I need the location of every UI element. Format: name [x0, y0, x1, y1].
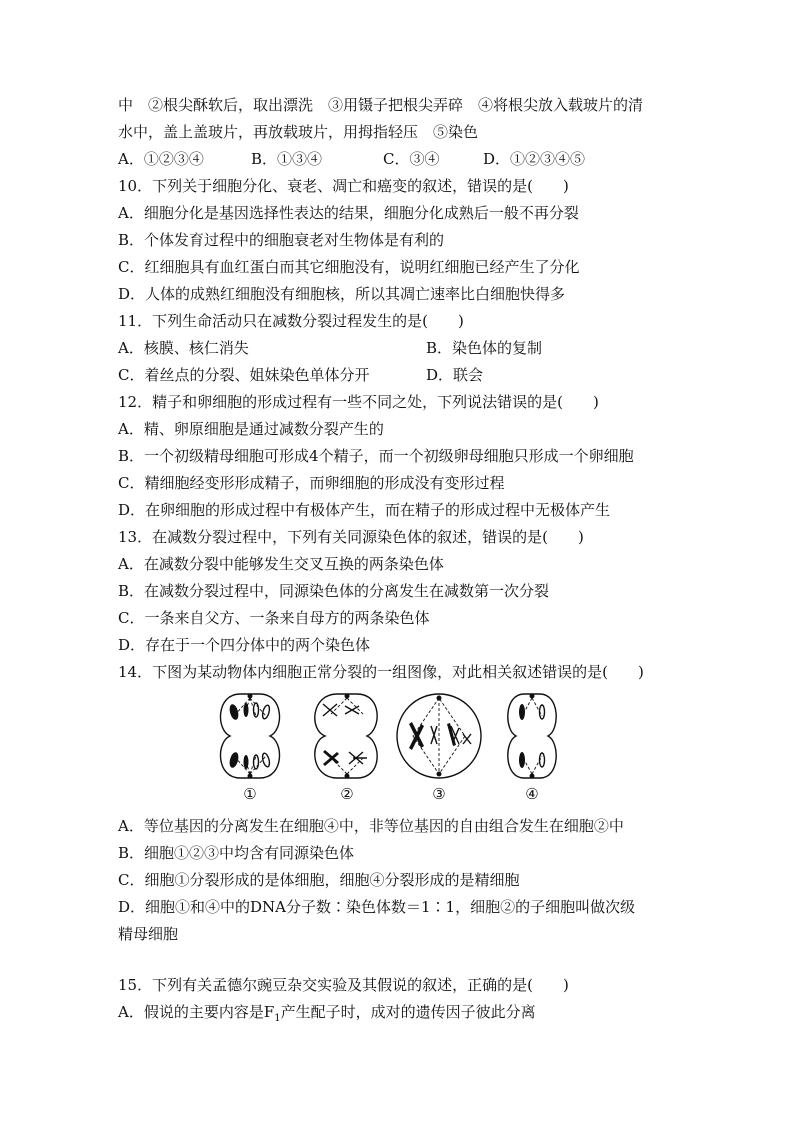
q9-option-c: C．③④	[383, 150, 440, 168]
q12-option-c: C．精细胞经变形形成精子，而卵细胞的形成没有变形过程	[118, 474, 505, 492]
cell-division-figure	[210, 690, 580, 806]
q11-option-d: D．联会	[426, 366, 484, 384]
q13-option-a: A．在减数分裂中能够发生交叉互换的两条染色体	[118, 555, 444, 573]
q11-option-c: C．着丝点的分裂、姐妹染色单体分开	[118, 366, 370, 384]
q12-option-d: D．在卵细胞的形成过程中有极体产生，而在精子的形成过程中无极体产生	[118, 501, 611, 519]
q11-option-b: B．染色体的复制	[426, 339, 543, 357]
figure-label-4: ④	[525, 785, 539, 803]
q10-option-a: A．细胞分化是基因选择性表达的结果，细胞分化成熟后一般不再分裂	[118, 204, 579, 222]
q14-option-b: B．细胞①②③中均含有同源染色体	[118, 844, 355, 862]
q14-option-d: D．细胞①和④中的DNA分子数∶染色体数＝1∶1，细胞②的子细胞叫做次级	[118, 898, 636, 916]
q14-option-a: A．等位基因的分离发生在细胞④中，非等位基因的自由组合发生在细胞②中	[118, 817, 624, 835]
q15-option-a-post: 产生配子时，成对的遗传因子彼此分离	[280, 1003, 536, 1021]
q10-option-b: B．个体发育过程中的细胞衰老对生物体是有利的	[118, 231, 445, 249]
q14-stem: 14．下图为某动物体内细胞正常分裂的一组图像，对此相关叙述错误的是( )	[118, 663, 644, 681]
q10-option-c: C．红细胞具有血红蛋白而其它细胞没有，说明红细胞已经产生了分化	[118, 258, 580, 276]
q10-stem: 10．下列关于细胞分化、衰老、凋亡和癌变的叙述，错误的是( )	[118, 177, 569, 195]
cell-2-diagram	[315, 694, 377, 778]
figure-label-3: ③	[432, 785, 446, 803]
q15-stem: 15．下列有关孟德尔豌豆杂交实验及其假说的叙述，正确的是( )	[118, 976, 569, 994]
q13-stem: 13．在减数分裂过程中，下列有关同源染色体的叙述，错误的是( )	[118, 528, 584, 546]
q11-stem: 11．下列生命活动只在减数分裂过程发生的是( )	[118, 312, 464, 330]
q12-option-b: B．一个初级精母细胞可形成4个精子，而一个初级卵母细胞只形成一个卵细胞	[118, 447, 634, 465]
q11-options-row2	[118, 365, 678, 385]
q11-options-row1	[118, 338, 678, 358]
figure-label-2: ②	[340, 785, 354, 803]
q9-option-a: A．①②③④	[118, 150, 204, 168]
q14-option-c: C．细胞①分裂形成的是体细胞，细胞④分裂形成的是精细胞	[118, 871, 520, 889]
q9-text-line1: 中 ②根尖酥软后，取出漂洗 ③用镊子把根尖弄碎 ④将根尖放入载玻片的清	[118, 96, 644, 114]
q10-option-d: D．人体的成熟红细胞没有细胞核，所以其凋亡速率比白细胞快得多	[118, 285, 566, 303]
cell-1-diagram	[221, 694, 280, 778]
figure-label-1: ①	[243, 785, 257, 803]
q13-option-b: B．在减数分裂过程中，同源染色体的分离发生在减数第一次分裂	[118, 582, 550, 600]
q9-text-line2: 水中，盖上盖玻片，再放载玻片，用拇指轻压 ⑤染色	[118, 123, 479, 141]
cell-3-diagram	[397, 694, 481, 778]
q15-option-a-subscript: 1	[274, 1013, 281, 1024]
q9-options	[118, 149, 678, 169]
q12-option-a: A．精、卵原细胞是通过减数分裂产生的	[118, 420, 384, 438]
q13-option-d: D．存在于一个四分体中的两个染色体	[118, 636, 371, 654]
q12-stem: 12．精子和卵细胞的形成过程有一些不同之处，下列说法错误的是( )	[118, 393, 599, 411]
q11-option-a: A．核膜、核仁消失	[118, 339, 249, 357]
q9-option-d: D．①②③④⑤	[483, 150, 586, 168]
q9-option-b: B．①③④	[251, 150, 323, 168]
q14-option-d-continued: 精母细胞	[118, 925, 179, 943]
cell-diagrams	[210, 690, 580, 782]
cell-4-diagram	[508, 694, 556, 778]
q15-option-a-pre: A．假说的主要内容是F	[118, 1003, 275, 1021]
q15-option-a	[118, 1002, 678, 1029]
q13-option-c: C．一条来自父方、一条来自母方的两条染色体	[118, 609, 430, 627]
